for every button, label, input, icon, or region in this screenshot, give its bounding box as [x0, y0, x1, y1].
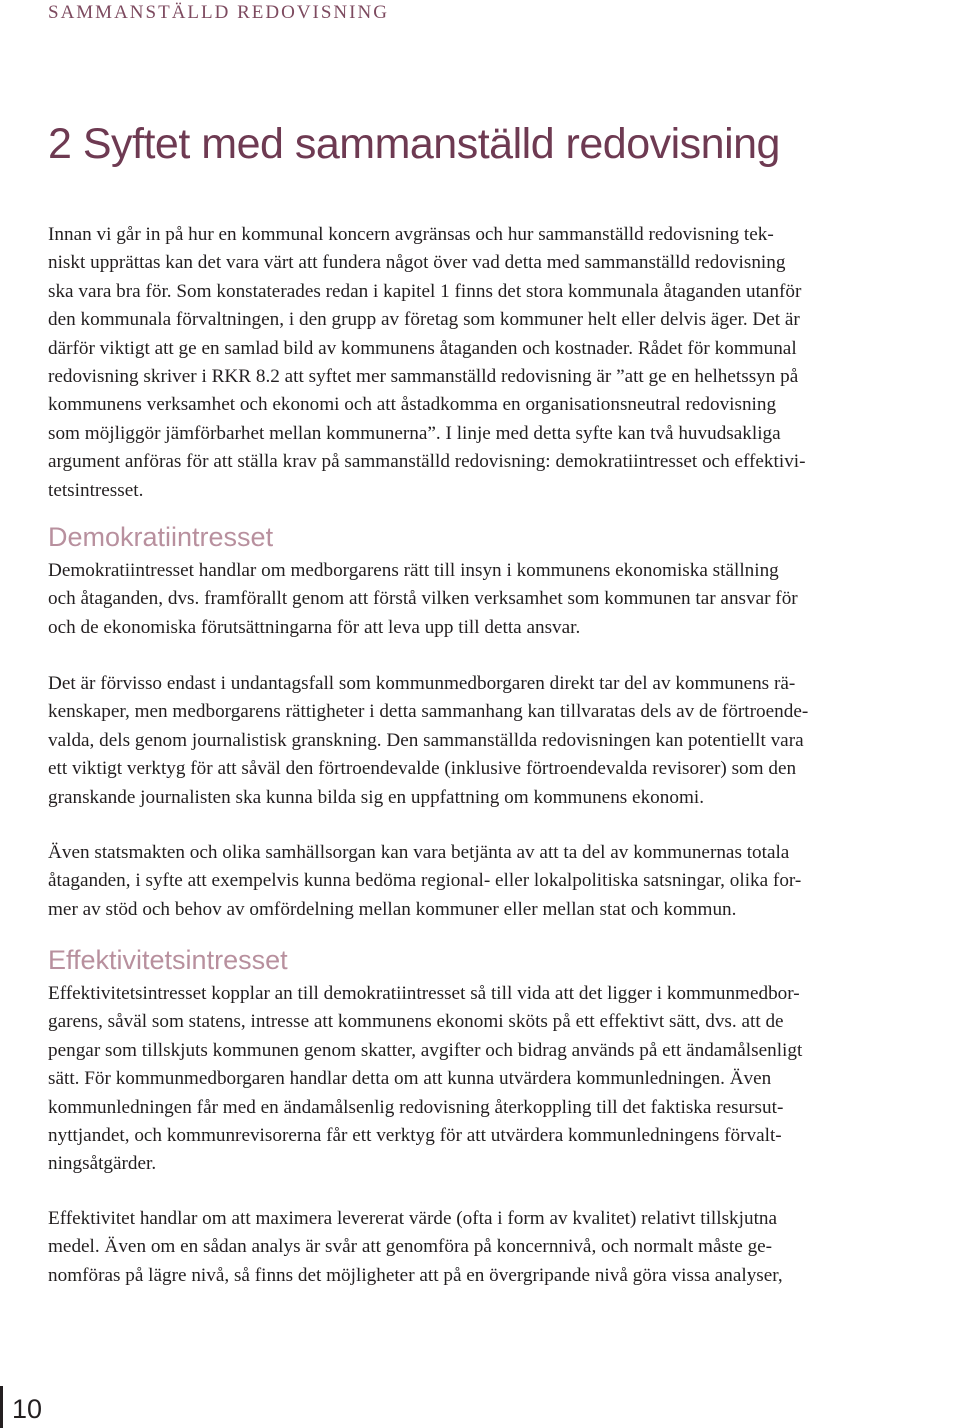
text-line: och åtaganden, dvs. framförallt genom att förstå vilken verksamhet som kommunen tar ansvar för — [48, 588, 798, 610]
demokrati-paragraph-2 — [48, 670, 948, 812]
text-line: Effektivitetsintresset kopplar an till demokratiintresset så till vida att det ligger i kommunmedbor- — [48, 983, 800, 1004]
text-line: Det är förvisso endast i undantagsfall som kommunmedborgaren direkt tar del av kommunens rä- — [48, 673, 796, 694]
text-line: sätt. För kommunmedborgaren handlar detta om att kunna utvärdera kommunledningen. Även — [48, 1068, 772, 1090]
text-line: åtaganden, i syfte att exempelvis kunna bedöma regional- eller lokalpolitiska satsningar, olika for- — [48, 870, 802, 892]
chapter-title: 2 Syftet med sammanställd redovisning — [48, 120, 780, 168]
text-line: kommunledningen får med en ändamålsenlig redovisning återkoppling till det faktiska resursut- — [48, 1096, 784, 1118]
intro-paragraph — [48, 221, 948, 505]
text-line: nyttjandet, och kommunrevisorerna får ett verktyg för att utvärdera kommunledningens förvalt- — [48, 1124, 782, 1146]
page-number: 10 — [12, 1394, 43, 1424]
text-line: Innan vi går in på hur en kommunal koncern avgränsas och hur sammanställd redovisning tek- — [48, 224, 774, 245]
text-line: granskande journalisten ska kunna bilda sig en uppfattning om kommunens ekonomi. — [48, 786, 704, 808]
text-line: den kommunala förvaltningen, i den grupp av företag som kommuner helt eller delvis äger. Det är — [48, 309, 800, 331]
text-line: nomföras på lägre nivå, så finns det möjligheter att på en övergripande nivå göra vissa analyser, — [48, 1264, 783, 1286]
text-line: kenskaper, men medborgarens rättigheter i detta sammanhang kan tillvaratas dels av de förtroende- — [48, 701, 809, 723]
text-line: som möjliggör jämförbarhet mellan kommunerna”. I linje med detta syfte kan två huvudsakliga — [48, 422, 781, 444]
text-line: ningsåtgärder. — [48, 1153, 157, 1175]
text-line: därför viktigt att ge en samlad bild av kommunens åtaganden och kostnader. Rådet för kommunal — [48, 337, 797, 359]
demokrati-paragraph-3 — [48, 839, 948, 924]
text-line: ett viktigt verktyg för att såväl den förtroendevalde (inklusive förtroendevalda revisorer) som den — [48, 758, 797, 780]
text-line: Effektivitet handlar om att maximera levererat värde (ofta i form av kvalitet) relativt tillskjutna — [48, 1208, 778, 1229]
text-line: medel. Även om en sådan analys är svår att genomföra på koncernnivå, och normalt måste ge- — [48, 1236, 773, 1258]
effektivitet-paragraph-1 — [48, 980, 948, 1179]
section-heading-effektivitetsintresset: Effektivitetsintresset — [48, 945, 288, 975]
text-line: pengar som tillskjuts kommunen genom skatter, avgifter och bidrag används på ett ändamålsenligt — [48, 1039, 803, 1061]
effektivitet-paragraph-2 — [48, 1205, 948, 1290]
text-line: argument anföras för att ställa krav på sammanställd redovisning: demokratiintresset och effektivi- — [48, 451, 806, 473]
text-line: mer av stöd och behov av omfördelning mellan kommuner eller mellan stat och kommun. — [48, 898, 737, 920]
text-line: kommunens verksamhet och ekonomi och att åstadkomma en organisationsneutral redovisning — [48, 394, 777, 416]
text-line: garens, såväl som statens, intresse att kommunens ekonomi sköts på ett effektivt sätt, dvs. att de — [48, 1011, 784, 1033]
running-header: SAMMANSTÄLLD REDOVISNING — [48, 2, 389, 23]
text-line: niskt upprättas kan det vara värt att fundera något över vad detta med sammanställd redovisning — [48, 252, 786, 274]
text-line: och de ekonomiska förutsättningarna för att leva upp till detta ansvar. — [48, 616, 581, 638]
text-line: valda, dels genom journalistisk granskning. Den sammanställda redovisningen kan potentiellt vara — [48, 729, 804, 751]
text-line: tetsintresset. — [48, 479, 144, 501]
text-line: redovisning skriver i RKR 8.2 att syftet mer sammanställd redovisning är ”att ge en helhetssyn på — [48, 365, 799, 387]
text-line: Även statsmakten och olika samhällsorgan kan vara betjänta av att ta del av kommunernas totala — [48, 842, 790, 863]
text-line: Demokratiintresset handlar om medborgarens rätt till insyn i kommunens ekonomiska ställning — [48, 560, 779, 581]
demokrati-paragraph-1 — [48, 557, 948, 642]
margin-rule — [0, 1386, 3, 1428]
text-line: ska vara bra för. Som konstaterades redan i kapitel 1 finns det stora kommunala åtaganden utanför — [48, 280, 802, 302]
section-heading-demokratiintresset: Demokratiintresset — [48, 522, 274, 552]
